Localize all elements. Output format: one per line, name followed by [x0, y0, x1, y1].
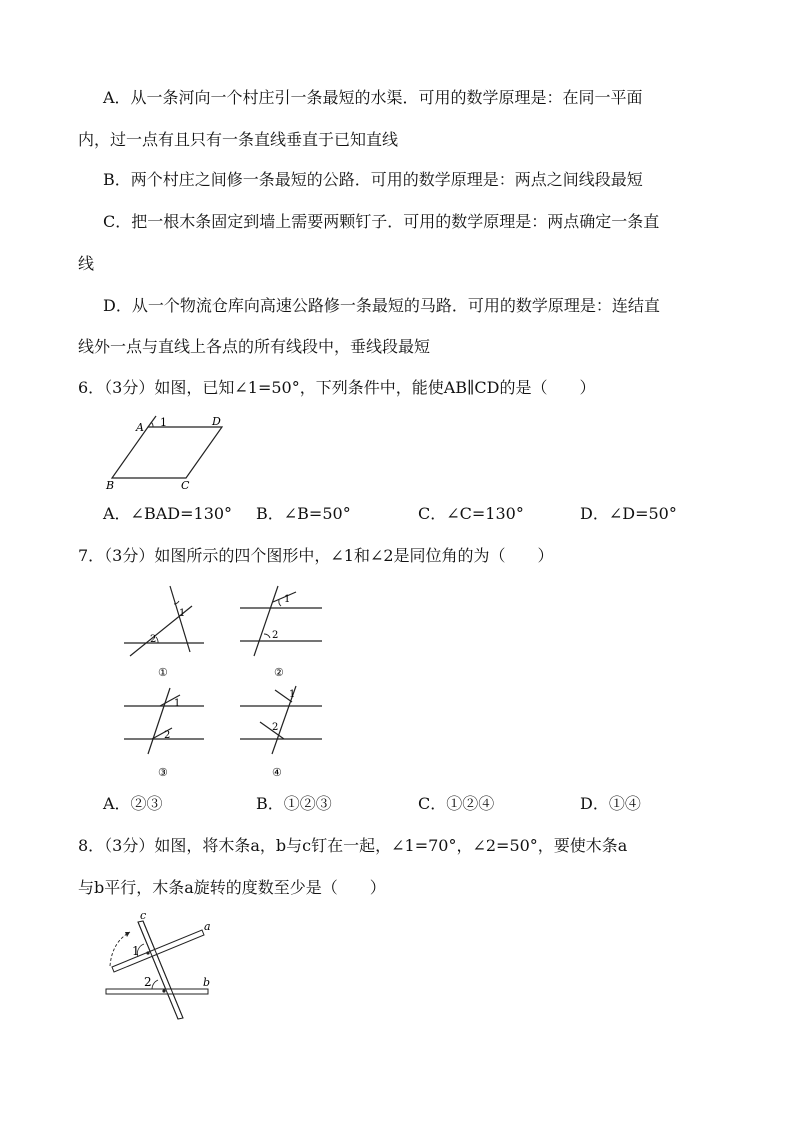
q7-option-d[interactable]: D．①④: [580, 794, 641, 813]
label-d: D: [212, 415, 221, 428]
q7-option-a[interactable]: A．②③: [103, 794, 163, 813]
q5-option-d-line1: D．从一个物流仓库向高速公路修一条最短的马路．可用的数学原理是：连结直: [103, 296, 660, 315]
fig2-label-2: 2: [272, 630, 279, 641]
q6-option-a[interactable]: A．∠BAD=130°: [103, 504, 233, 523]
fig2-caption: ②: [274, 666, 284, 679]
q7-option-c[interactable]: C．①②④: [418, 794, 495, 813]
q8-wood-strips-figure: [100, 910, 230, 1025]
figure-1: [124, 586, 204, 679]
label-c: c: [140, 910, 147, 922]
angle-1-arc: [151, 422, 153, 427]
label-b: B: [106, 479, 115, 492]
label-a: A: [136, 421, 144, 434]
extended-side-ab: [148, 416, 156, 427]
q6-parallelogram-figure: [100, 412, 240, 492]
q5-option-b: B．两个村庄之间修一条最短的公路．可用的数学原理是：两点之间线段最短: [103, 170, 643, 189]
figure-4: [240, 686, 322, 779]
fig1-label-1: 1: [179, 608, 186, 619]
q6-option-c[interactable]: C．∠C=130°: [418, 504, 524, 523]
q7-stem: 7．（3分）如图所示的四个图形中，∠1和∠2是同位角的为（ ）: [78, 546, 554, 565]
label-c: C: [181, 479, 190, 492]
nail-lower: [162, 989, 165, 992]
figure-3: [124, 688, 204, 779]
label-b: b: [203, 976, 211, 989]
label-angle-2: 2: [144, 975, 152, 989]
nail-upper: [146, 951, 149, 954]
q8-stem-line1: 8．（3分）如图，将木条a，b与c钉在一起，∠1=70°，∠2=50°，要使木条a: [78, 836, 628, 855]
q5-option-a-line1: A．从一条河向一个村庄引一条最短的水渠．可用的数学原理是：在同一平面: [103, 88, 643, 107]
fig2-label-1: 1: [284, 594, 291, 605]
label-angle-1: 1: [132, 944, 140, 958]
fig3-label-2: 2: [164, 730, 171, 741]
q7-option-b[interactable]: B．①②③: [256, 794, 332, 813]
fig4-label-2: 2: [272, 722, 279, 733]
q5-option-c-line1: C．把一根木条固定到墙上需要两颗钉子．可用的数学原理是：两点确定一条直: [103, 212, 660, 231]
fig1-caption: ①: [158, 666, 168, 679]
fig1-label-2: 2: [150, 634, 157, 645]
q5-option-c-line2: 线: [78, 254, 95, 273]
parallelogram-abcd: [112, 427, 222, 478]
fig3-label-1: 1: [174, 698, 181, 709]
q6-option-d[interactable]: D．∠D=50°: [580, 504, 677, 523]
strip-b: [106, 989, 208, 994]
q5-option-d-line2: 线外一点与直线上各点的所有线段中，垂线段最短: [78, 337, 431, 356]
fig3-caption: ③: [158, 766, 168, 779]
figure-2: [240, 586, 322, 679]
fig4-caption: ④: [272, 766, 282, 779]
q7-four-figures: [112, 582, 332, 782]
q5-option-a-line2: 内，过一点有且只有一条直线垂直于已知直线: [78, 130, 399, 149]
q6-option-b[interactable]: B．∠B=50°: [256, 504, 351, 523]
strip-c: [138, 921, 183, 1019]
q8-stem-line2: 与b平行，木条a旋转的度数至少是（ ）: [78, 878, 386, 897]
label-angle-1: 1: [160, 416, 167, 429]
fig4-label-1: 1: [289, 689, 296, 700]
q6-stem: 6．（3分）如图，已知∠1=50°，下列条件中，能使AB∥CD的是（ ）: [78, 378, 596, 397]
label-a: a: [204, 920, 211, 933]
